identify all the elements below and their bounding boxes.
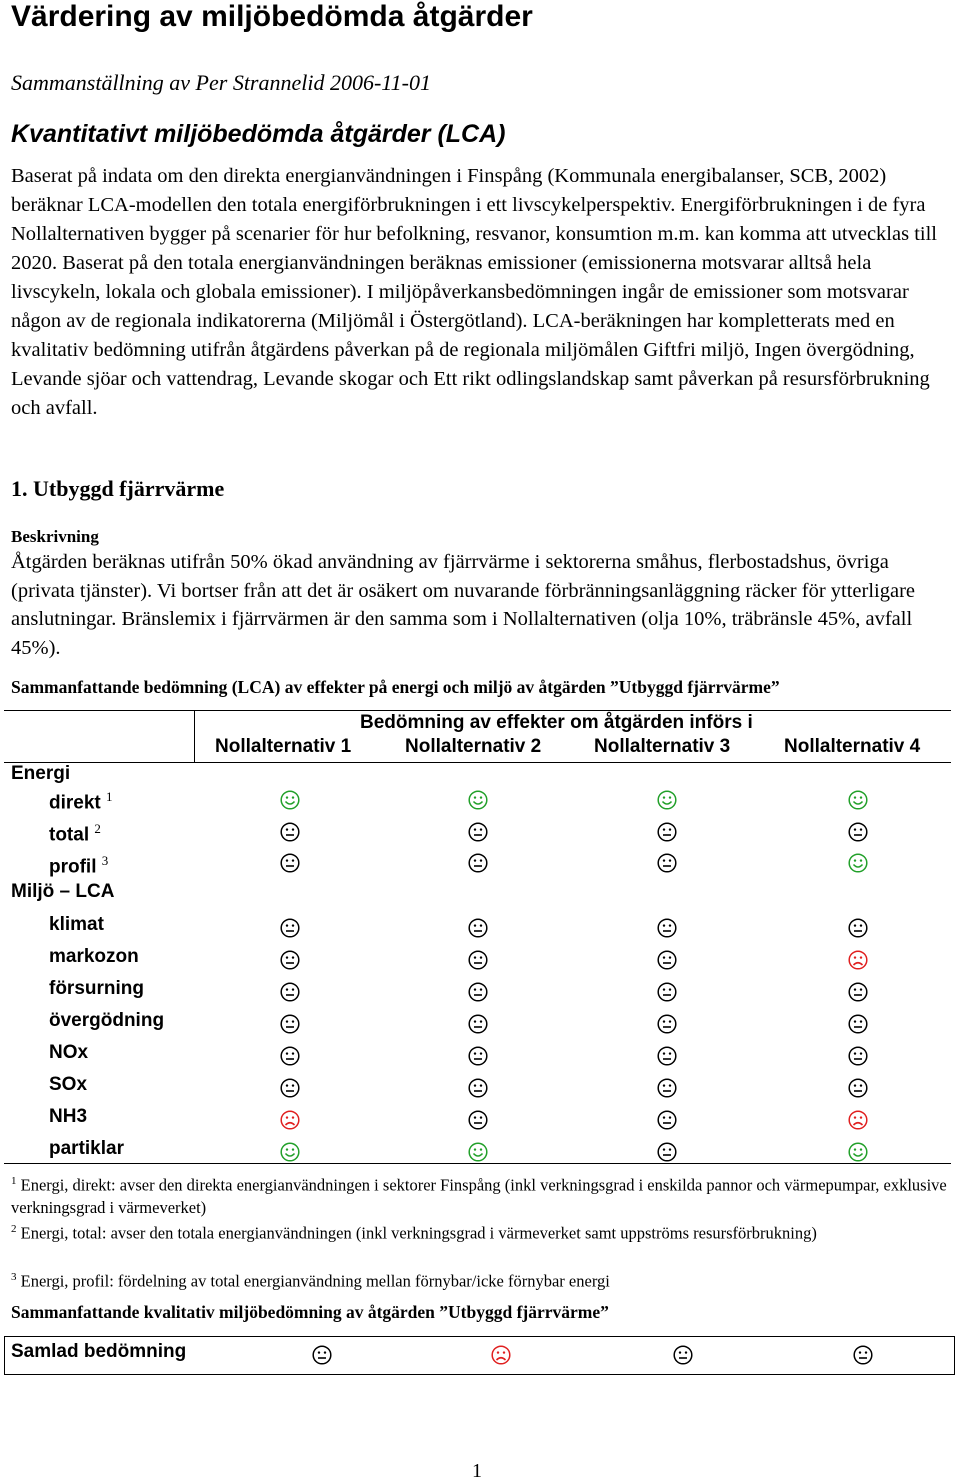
- document-subtitle: Sammanställning av Per Strannelid 2006-11-01: [11, 70, 431, 95]
- neutral-face-icon: [468, 950, 488, 970]
- neutral-face-icon: [280, 918, 300, 938]
- table-top-rule: [4, 710, 951, 711]
- samlad-bedomning-label: Samlad bedömning: [11, 1341, 187, 1362]
- neutral-face-icon: [848, 1078, 868, 1098]
- row-label-nox: NOx: [49, 1042, 89, 1063]
- row-label-forsurning: försurning: [49, 978, 144, 999]
- neutral-face-icon: [657, 1110, 677, 1130]
- row-label-total: total $^2$: [49, 821, 101, 846]
- positive-face-icon: [848, 790, 868, 810]
- row-label-direkt: direkt $^1$: [49, 789, 113, 814]
- row-label-profil: profil $^3$: [49, 853, 109, 878]
- table-header-divider: [194, 710, 195, 763]
- neutral-face-icon: [657, 950, 677, 970]
- neutral-face-icon: [280, 1046, 300, 1066]
- neutral-face-icon: [657, 1142, 677, 1162]
- neutral-face-icon: [657, 853, 677, 873]
- neutral-face-icon: [280, 822, 300, 842]
- neutral-face-icon: [468, 918, 488, 938]
- row-label-klimat: klimat: [49, 914, 104, 935]
- neutral-face-icon: [280, 950, 300, 970]
- alternative-header-1: Nollalternativ 1: [215, 736, 352, 757]
- negative-face-icon: [848, 950, 868, 970]
- qualitative-heading: Sammanfattande kvalitativ miljöbedömning av åtgärden ”Utbyggd fjärrvärme”: [11, 1302, 609, 1322]
- neutral-face-icon: [280, 982, 300, 1002]
- page-number: 1: [472, 1460, 482, 1482]
- footnote-3: $^3$ Energi, profil: fördelning av total energianvändning mellan förnybar/icke förnybar energi: [11, 1271, 610, 1291]
- row-label-overgodning: övergödning: [49, 1010, 165, 1031]
- footnote-1: $^1$ Energi, direkt: avser den direkta energianvändningen i sektorer Finspång (inkl verkningsgrad i enskilda pannor och värmepumpar, exklusive verkningsgrad i värmeverket): [11, 1175, 947, 1217]
- alternative-header-4: Nollalternativ 4: [784, 736, 921, 757]
- negative-face-icon: [280, 1110, 300, 1130]
- neutral-face-icon: [657, 982, 677, 1002]
- neutral-face-icon: [468, 982, 488, 1002]
- neutral-face-icon: [280, 1014, 300, 1034]
- positive-face-icon: [280, 790, 300, 810]
- neutral-face-icon: [657, 822, 677, 842]
- neutral-face-icon: [468, 822, 488, 842]
- row-label-sox: SOx: [49, 1074, 88, 1095]
- positive-face-icon: [468, 1142, 488, 1162]
- neutral-face-icon: [848, 822, 868, 842]
- positive-face-icon: [848, 853, 868, 873]
- description-paragraph: Åtgärden beräknas utifrån 50% ökad användning av fjärrvärme i sektorerna småhus, flerbostadshus, övriga (privata tjänster). Vi bortser från att det är osäkert om nuvarande förbränningsanläggning räcker för ytterligare anslutningar. Bränslemix i fjärrvärmen är den samma som i Nollalternativen (olja 10%, träbränsle 45%, avfall 45%).: [11, 551, 916, 659]
- summary-table-heading: Sammanfattande bedömning (LCA) av effekter på energi och miljö av åtgärden ”Utbyggd fjärrvärme”: [11, 677, 780, 697]
- lca-intro-paragraph: Baserat på indata om den direkta energianvändningen i Finspång (Kommunala energibalanser, SCB, 2002) beräknar LCA-modellen den totala energiförbrukningen i ett livscykelperspektiv. Energiförbrukningen i de fyra Nollalternativen bygger på scenarier för hur befolkning, resvanor, konsumtion m.m. kan komma att utvecklas till 2020. Baserat på den totala energianvändningen beräknas emissioner (emissionerna motsvarar alltså hela livscykeln, lokala och globala emissioner). I miljöpåverkansbedömningen ingår de emissioner som motsvarar någon av de regionala indikatorerna (Miljömål i Östergötland). LCA-beräkningen har kompletterats med en kvalitativ bedömning utifrån åtgärdens påverkan på de regionala miljömålen Giftfri miljö, Ingen övergödning, Levande sjöar och vattendrag, Levande skogar och Ett rikt odlingslandskap samt påverkan på resursförbrukning och avfall.: [11, 165, 937, 419]
- neutral-face-icon: [848, 1014, 868, 1034]
- group-label-environment: Miljö – LCA: [11, 881, 115, 902]
- row-label-partiklar: partiklar: [49, 1138, 124, 1159]
- neutral-face-icon: [468, 1110, 488, 1130]
- neutral-face-icon: [657, 1046, 677, 1066]
- negative-face-icon: [848, 1110, 868, 1130]
- neutral-face-icon: [848, 918, 868, 938]
- group-label-energy: Energi: [11, 763, 71, 784]
- positive-face-icon: [468, 790, 488, 810]
- description-label: Beskrivning: [11, 527, 99, 546]
- document-title: Värdering av miljöbedömda åtgärder: [11, 0, 533, 33]
- row-label-nh3: NH3: [49, 1106, 88, 1127]
- neutral-face-icon: [280, 1078, 300, 1098]
- neutral-face-icon: [657, 918, 677, 938]
- alternative-header-3: Nollalternativ 3: [594, 736, 731, 757]
- neutral-face-icon: [468, 1014, 488, 1034]
- alternative-header-2: Nollalternativ 2: [405, 736, 542, 757]
- neutral-face-icon: [468, 853, 488, 873]
- neutral-face-icon: [468, 1046, 488, 1066]
- neutral-face-icon: [468, 1078, 488, 1098]
- table-bottom-rule: [4, 1163, 951, 1164]
- neutral-face-icon: [280, 853, 300, 873]
- impact-caption: Bedömning av effekter om åtgärden införs i: [360, 712, 753, 733]
- neutral-face-icon: [848, 982, 868, 1002]
- footnote-2: $^2$ Energi, total: avser den totala energianvändningen (inkl verkningsgrad i värmeverket samt uppströms resursförbrukning): [11, 1223, 817, 1243]
- neutral-face-icon: [657, 1014, 677, 1034]
- neutral-face-icon: [848, 1046, 868, 1066]
- neutral-face-icon: [657, 1078, 677, 1098]
- lca-section-heading: Kvantitativt miljöbedömda åtgärder (LCA): [11, 120, 506, 148]
- measure-heading: 1. Utbyggd fjärrvärme: [11, 476, 225, 501]
- table-header-rule: [4, 762, 951, 763]
- positive-face-icon: [657, 790, 677, 810]
- positive-face-icon: [280, 1142, 300, 1162]
- positive-face-icon: [848, 1142, 868, 1162]
- row-label-markozon: markozon: [49, 946, 139, 967]
